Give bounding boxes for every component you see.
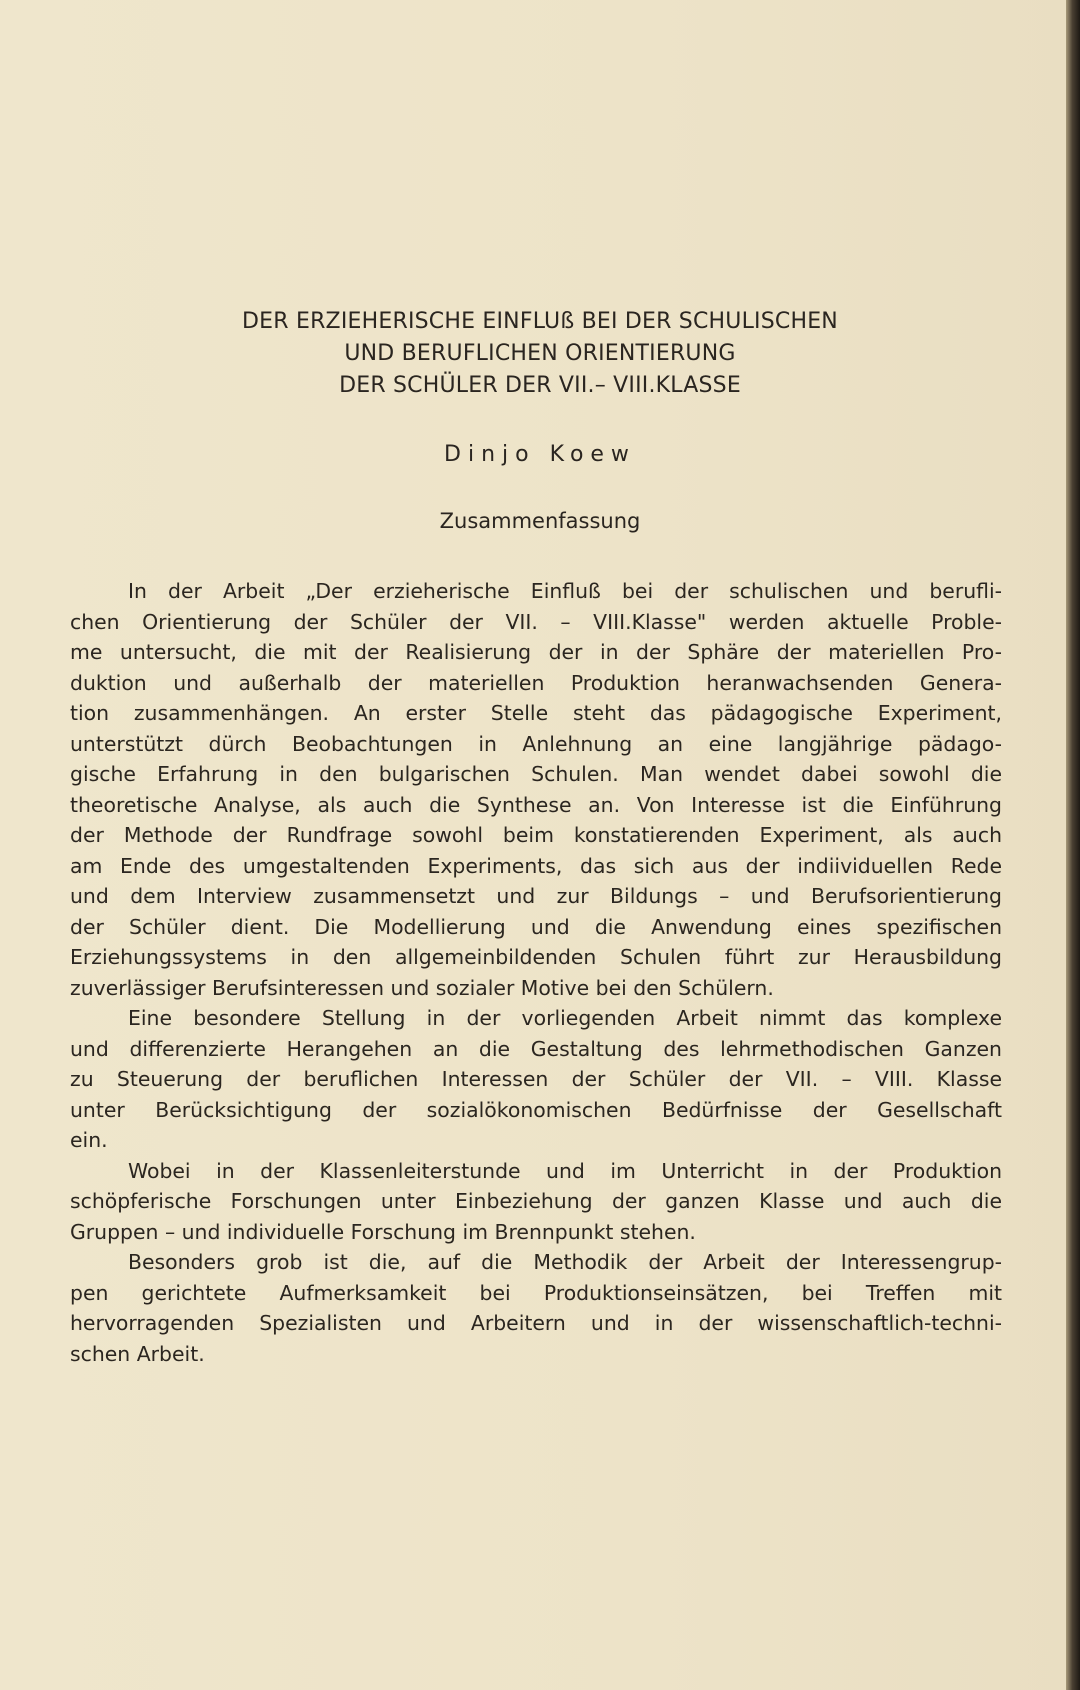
text-line: am Ende des umgestaltenden Experiments, das sich aus der indiividuellen Rede [70, 853, 1002, 878]
text-line: der Schüler dient. Die Modellierung und die Anwendung eines spezifischen [70, 914, 1002, 939]
text-line: Erziehungssystems in den allgemeinbildenden Schulen führt zur Herausbildung [70, 945, 1002, 969]
text-line: und differenzierte Herangehen an die Gestaltung des lehrmethodischen Ganzen [70, 1036, 1002, 1061]
text-line: Eine besondere Stellung in der vorliegenden Arbeit nimmt das komplexe [128, 1006, 1002, 1030]
text-line: unter Berücksichtigung der sozialökonomischen Bedürfnisse der Gesellschaft [70, 1097, 1002, 1122]
text-line: chen Orientierung der Schüler der VII. – VIII.Klasse" werden aktuelle Proble- [70, 609, 1002, 634]
title-line-3: DER SCHÜLER DER VII.– VIII.KLASSE [339, 373, 741, 398]
text-line: schöpferische Forschungen unter Einbeziehung der ganzen Klasse und auch die [70, 1189, 1002, 1213]
text-line: unterstützt dürch Beobachtungen in Anlehnung an eine langjährige pädago- [70, 731, 1002, 756]
text-line: theoretische Analyse, als auch die Synthese an. Von Interesse ist die Einführung [70, 792, 1002, 817]
text-line: hervorragenden Spezialisten und Arbeitern und in der wissenschaftlich-techni- [70, 1311, 1002, 1335]
title-line-2: UND BERUFLICHEN ORIENTIERUNG [344, 341, 736, 366]
text-line: Wobei in der Klassenleiterstunde und im Unterricht in der Produktion [128, 1158, 1002, 1183]
section-heading: Zusammenfassung [439, 509, 641, 533]
text-line: und dem Interview zusammensetzt und zur Bildungs – und Berufsorientierung [70, 884, 1002, 908]
text-line: duktion und außerhalb der materiellen Produktion heranwachsenden Genera- [70, 670, 1002, 695]
text-line: zuverlässiger Berufsinteressen und sozialer Motive bei den Schülern. [70, 975, 774, 1000]
text-line: In der Arbeit „Der erzieherische Einfluß bei der schulischen und berufli- [128, 579, 1002, 603]
text-line: gische Erfahrung in den bulgarischen Schulen. Man wendet dabei sowohl die [70, 762, 1002, 786]
text-line: der Methode der Rundfrage sowohl beim konstatierenden Experiment, als auch [70, 823, 1002, 847]
text-line: me untersucht, die mit der Realisierung der in der Sphäre der materiellen Pro- [70, 640, 1002, 664]
text-line: Besonders grob ist die, auf die Methodik der Arbeit der Interessengrup- [128, 1250, 1002, 1274]
title-line-1: DER ERZIEHERISCHE EINFLUß BEI DER SCHULISCHEN [242, 309, 838, 334]
text-line: ein. [70, 1128, 108, 1152]
page-edge [1066, 0, 1080, 1690]
text-line: pen gerichtete Aufmerksamkeit bei Produktionseinsätzen, bei Treffen mit [70, 1280, 1002, 1305]
text-line: zu Steuerung der beruflichen Interessen der Schüler der VII. – VIII. Klasse [70, 1067, 1002, 1091]
author-name: Dinjo Koew [444, 442, 636, 467]
document-title [140, 306, 940, 402]
text-line: Gruppen – und individuelle Forschung im Brennpunkt stehen. [70, 1219, 696, 1244]
text-line: schen Arbeit. [70, 1341, 205, 1366]
text-line: tion zusammenhängen. An erster Stelle steht das pädagogische Experiment, [70, 701, 1002, 725]
body-text [70, 576, 1002, 1369]
